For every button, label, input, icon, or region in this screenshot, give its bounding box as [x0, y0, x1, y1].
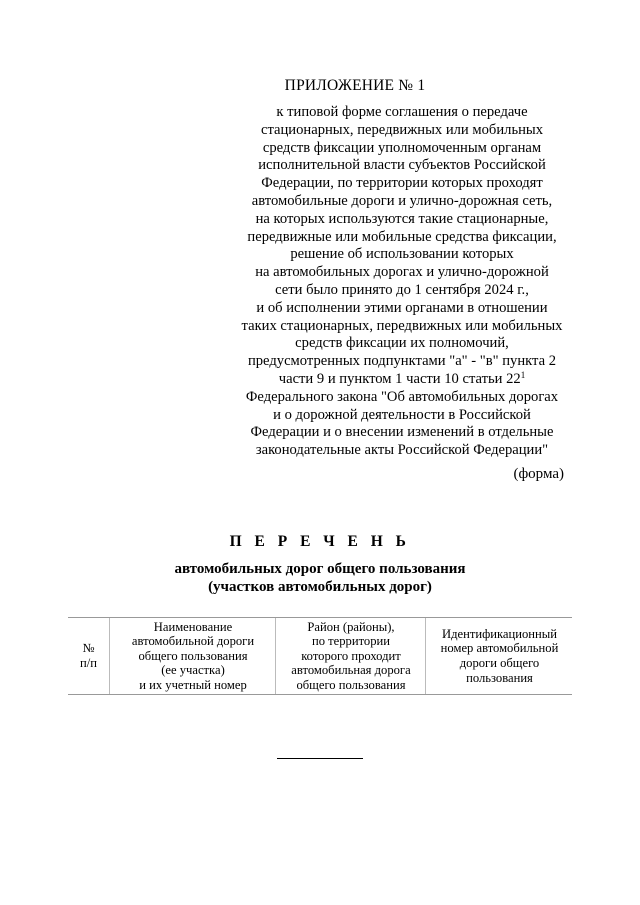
column-header-identification-number: [425, 618, 573, 694]
column-header-line: Наименование: [153, 619, 233, 634]
column-header-line: п/п: [80, 656, 97, 670]
column-header-line: и их учетный номер: [139, 677, 247, 692]
appendix-line: к типовой форме соглашения о передаче: [276, 104, 528, 120]
end-of-document-rule: [277, 758, 363, 759]
appendix-line: и об исполнении этими органами в отношении: [256, 299, 548, 316]
column-header-number: [68, 618, 109, 694]
appendix-line: средств фиксации уполномоченным органам: [262, 139, 542, 156]
appendix-line: Федерального закона "Об автомобильных дорогах: [245, 388, 559, 405]
column-header-line: Идентификационный: [442, 626, 557, 641]
appendix-line: таких стационарных, передвижных или мобильных: [241, 317, 563, 334]
column-header-line: которого проходит: [301, 648, 401, 663]
article-superscript: 1: [520, 369, 526, 380]
column-header-line: общего пользования: [138, 648, 248, 663]
appendix-line: стационарных, передвижных или мобильных: [260, 121, 544, 138]
appendix-line: решение об использовании которых: [290, 246, 514, 263]
column-header-line: дороги общего: [459, 656, 540, 670]
roads-table-header: [68, 617, 572, 695]
appendix-line: [228, 371, 576, 389]
subtitle-line: (участков автомобильных дорог): [208, 579, 432, 595]
appendix-line: сети было принято до 1 сентября 2024 г.,: [275, 281, 529, 298]
appendix-line: исполнительной власти субъектов Российской: [258, 157, 546, 174]
column-header-line: (ее участка): [161, 663, 225, 678]
appendix-line: на которых используются такие стационарные,: [255, 210, 549, 227]
column-header-line: автомобильной дороги: [131, 634, 255, 649]
column-header-line: по территории: [311, 634, 390, 649]
form-label: (форма): [513, 466, 564, 482]
column-header-line: общего пользования: [296, 677, 406, 692]
column-header-line: пользования: [466, 670, 533, 685]
column-header-line: №: [82, 641, 95, 656]
appendix-description: [228, 104, 576, 460]
column-header-district: [275, 618, 426, 694]
appendix-line-text: части 9 и пунктом 1 части 10 статьи 22: [278, 370, 521, 387]
list-subtitle: [0, 560, 640, 596]
appendix-line: автомобильные дороги и улично-дорожная сеть,: [251, 192, 553, 209]
appendix-line: законодательные акты Российской Федерации": [255, 442, 549, 459]
subtitle-line: автомобильных дорог общего пользования: [174, 561, 466, 577]
appendix-line: передвижные или мобильные средства фиксации,: [247, 228, 557, 245]
column-header-line: Район (районы),: [307, 619, 395, 634]
column-header-road-name: [109, 618, 276, 694]
list-heading: П Е Р Е Ч Е Н Ь: [229, 533, 411, 550]
appendix-title: ПРИЛОЖЕНИЕ № 1: [284, 77, 426, 94]
appendix-line: предусмотренных подпунктами "а" - "в" пункта 2: [247, 353, 557, 370]
appendix-line: на автомобильных дорогах и улично-дорожной: [255, 264, 549, 281]
appendix-line: и о дорожной деятельности в Российской: [273, 406, 531, 423]
appendix-line: средств фиксации их полномочий,: [295, 335, 509, 352]
column-header-line: автомобильная дорога: [291, 663, 411, 678]
column-header-line: номер автомобильной: [440, 641, 559, 656]
appendix-line: Федерации, по территории которых проходят: [261, 175, 543, 192]
appendix-line: Федерации и о внесении изменений в отдельные: [250, 424, 554, 441]
